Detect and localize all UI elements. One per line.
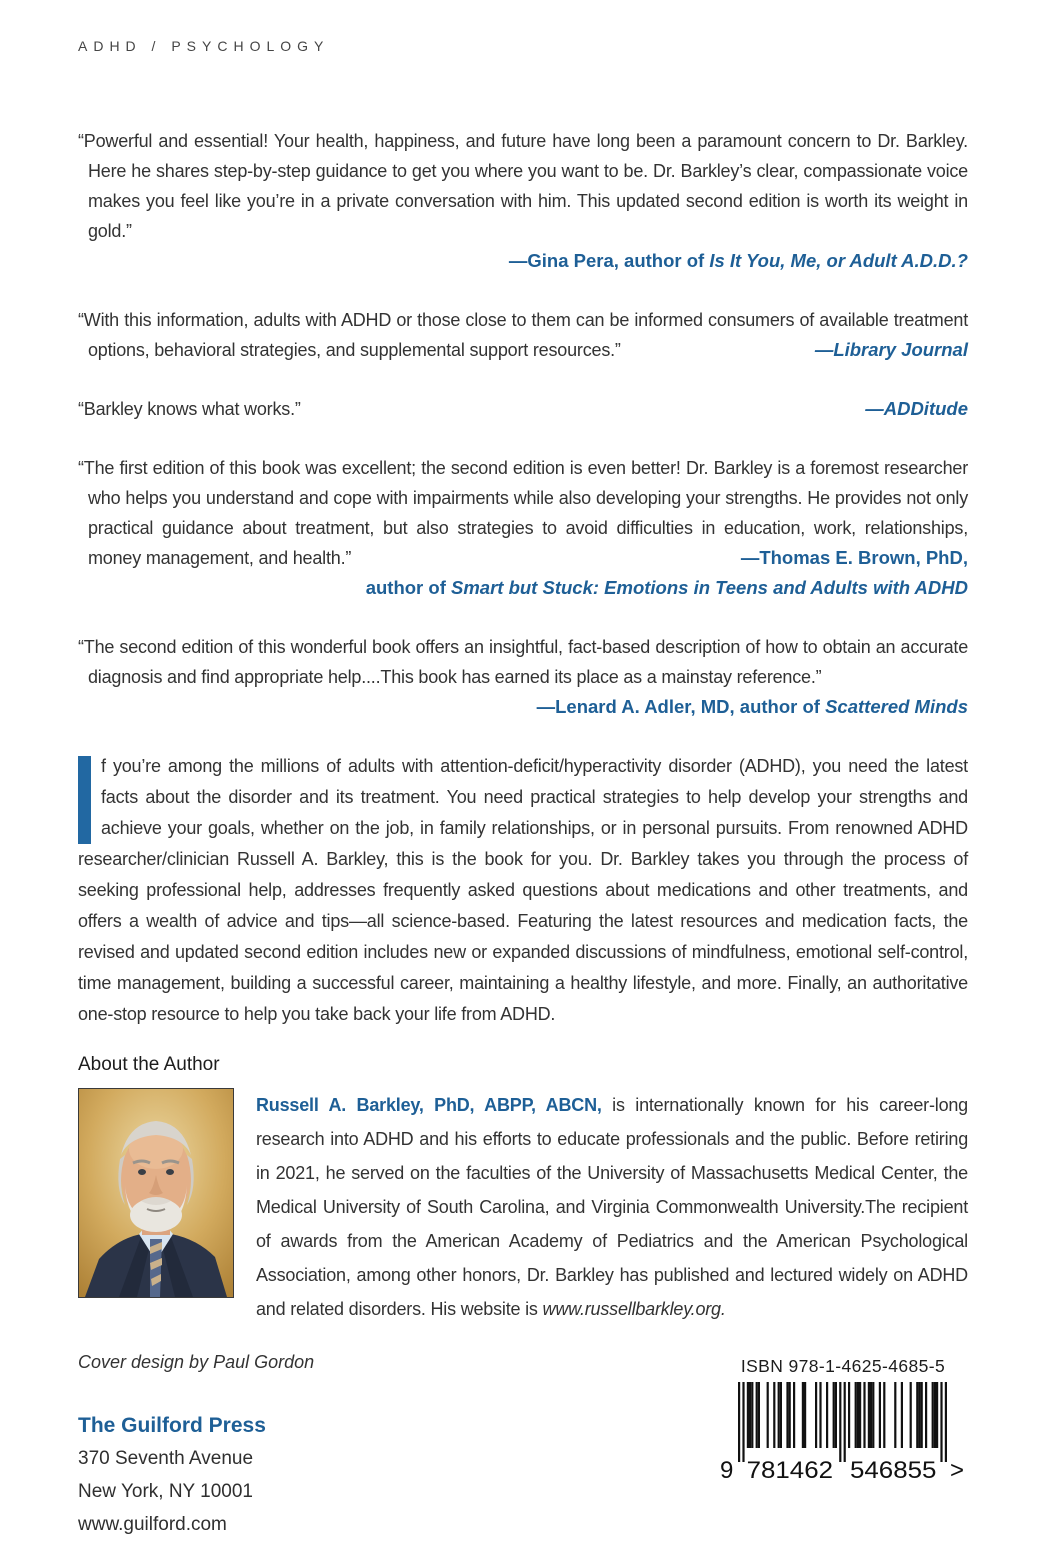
svg-text:781462: 781462 [746, 1457, 833, 1484]
about-author-heading: About the Author [78, 1054, 220, 1075]
author-photo [78, 1088, 234, 1298]
author-website: www.russellbarkley.org. [542, 1299, 726, 1319]
publisher-name: The Guilford Press [78, 1414, 266, 1437]
barcode-digits [720, 1457, 964, 1484]
quote-attribution: —Gina Pera, author of Is It You, Me, or Adult A.D.D.? [508, 250, 968, 271]
author-bio-text: is internationally known for his career-long research into ADHD and his efforts to educate professionals and the public. Before retiring in 2021, he served on the faculties of the University of Massachusetts Medical Center, the Medical University of South Carolina, and Virginia Commonwealth University.The recipient of awards from the American Academy of Pediatrics and the American Psychological Association, among other honors, Dr. Barkley has published and lectured widely on ADHD and related disorders. His website is [256, 1095, 968, 1319]
review-quote [78, 126, 968, 276]
publisher-address-line2: New York, NY 10001 [78, 1481, 253, 1502]
quote-text: “The second edition of this wonderful book offers an insightful, fact-based description of how to obtain an accurate diagnosis and find appropriate help....This book has earned its place as a mainstay reference.” [78, 637, 968, 687]
author-bio [256, 1088, 968, 1326]
quote-attribution: —Lenard A. Adler, MD, author of Scattered Minds [536, 696, 968, 717]
review-quote [78, 305, 968, 365]
quote-text: “Barkley knows what works.” [78, 399, 301, 419]
isbn-label: ISBN 978-1-4625-4685-5 [740, 1356, 946, 1376]
publisher-address-line1: 370 Seventh Avenue [78, 1448, 254, 1469]
publisher-website: www.guilford.com [78, 1514, 227, 1535]
author-name: Russell A. Barkley, PhD, ABPP, ABCN, [256, 1095, 602, 1115]
cover-design-credit: Cover design by Paul Gordon [78, 1352, 315, 1372]
about-author-row [78, 1088, 968, 1326]
svg-text:546855: 546855 [850, 1457, 937, 1484]
category-label: ADHD / PSYCHOLOGY [78, 38, 330, 54]
svg-text:>: > [950, 1457, 965, 1484]
dropcap-letter [78, 756, 91, 844]
quote-attribution: —ADDitude [865, 398, 968, 419]
quote-attribution: —Thomas E. Brown, PhD, [740, 547, 968, 568]
quote-text: “With this information, adults with ADHD or those close to them can be informed consumers of available treatment options, behavioral strategies, and supplemental support resources.” [78, 310, 968, 360]
quote-attribution: author of Smart but Stuck: Emotions in Teens and Adults with ADHD [365, 577, 968, 598]
author-portrait-illustration [79, 1089, 233, 1297]
book-description [78, 751, 968, 1030]
ean13-barcode [718, 1382, 968, 1482]
description-text: f you’re among the millions of adults with attention-deficit/hyperactivity disorder (ADHD), you need the latest facts about the disorder and its treatment. You need practical strategies to help develop your strengths and achieve your goals, whether on the job, in family relationships, or in personal pursuits. From renowned ADHD researcher/clinician Russell A. Barkley, this is the book for you. Dr. Barkley takes you through the process of seeking professional help, addresses frequently asked questions about medications and other treatments, and offers a wealth of advice and tips—all science-based. Featuring the latest resources and medication facts, the revised and updated second edition includes new or expanded discussions of mindfulness, emotional self-control, time management, building a successful career, maintaining a healthy lifestyle, and more. Finally, an authoritative one-stop resource to help you take back your life from ADHD. [78, 756, 968, 1024]
review-quotes-section [78, 126, 968, 722]
isbn-block [718, 1356, 968, 1482]
review-quote [78, 453, 968, 603]
svg-text:9: 9 [720, 1457, 734, 1484]
barcode-bars [738, 1382, 947, 1462]
quote-attribution: —Library Journal [814, 339, 968, 360]
quote-text: “The first edition of this book was excellent; the second edition is even better! Dr. Barkley is a foremost researcher who helps you understand and cope with impairments while also developing your strengths. He provides not only practical guidance about treatment, but also strategies to avoid difficulties in education, work, relationships, money management, and health.” [78, 458, 968, 568]
review-quote [78, 632, 968, 722]
quote-text: “Powerful and essential! Your health, happiness, and future have long been a paramount concern to Dr. Barkley. Here he shares step-by-step guidance to get you where you want to be. Dr. Barkley’s clear, compassionate voice makes you feel like you’re in a private conversation with him. This updated second edition is worth its weight in gold.” [78, 131, 968, 241]
publisher-block [78, 1409, 508, 1541]
footer [78, 1352, 968, 1541]
footer-left [78, 1352, 508, 1541]
about-author-section [78, 1054, 968, 1326]
review-quote [78, 394, 968, 424]
